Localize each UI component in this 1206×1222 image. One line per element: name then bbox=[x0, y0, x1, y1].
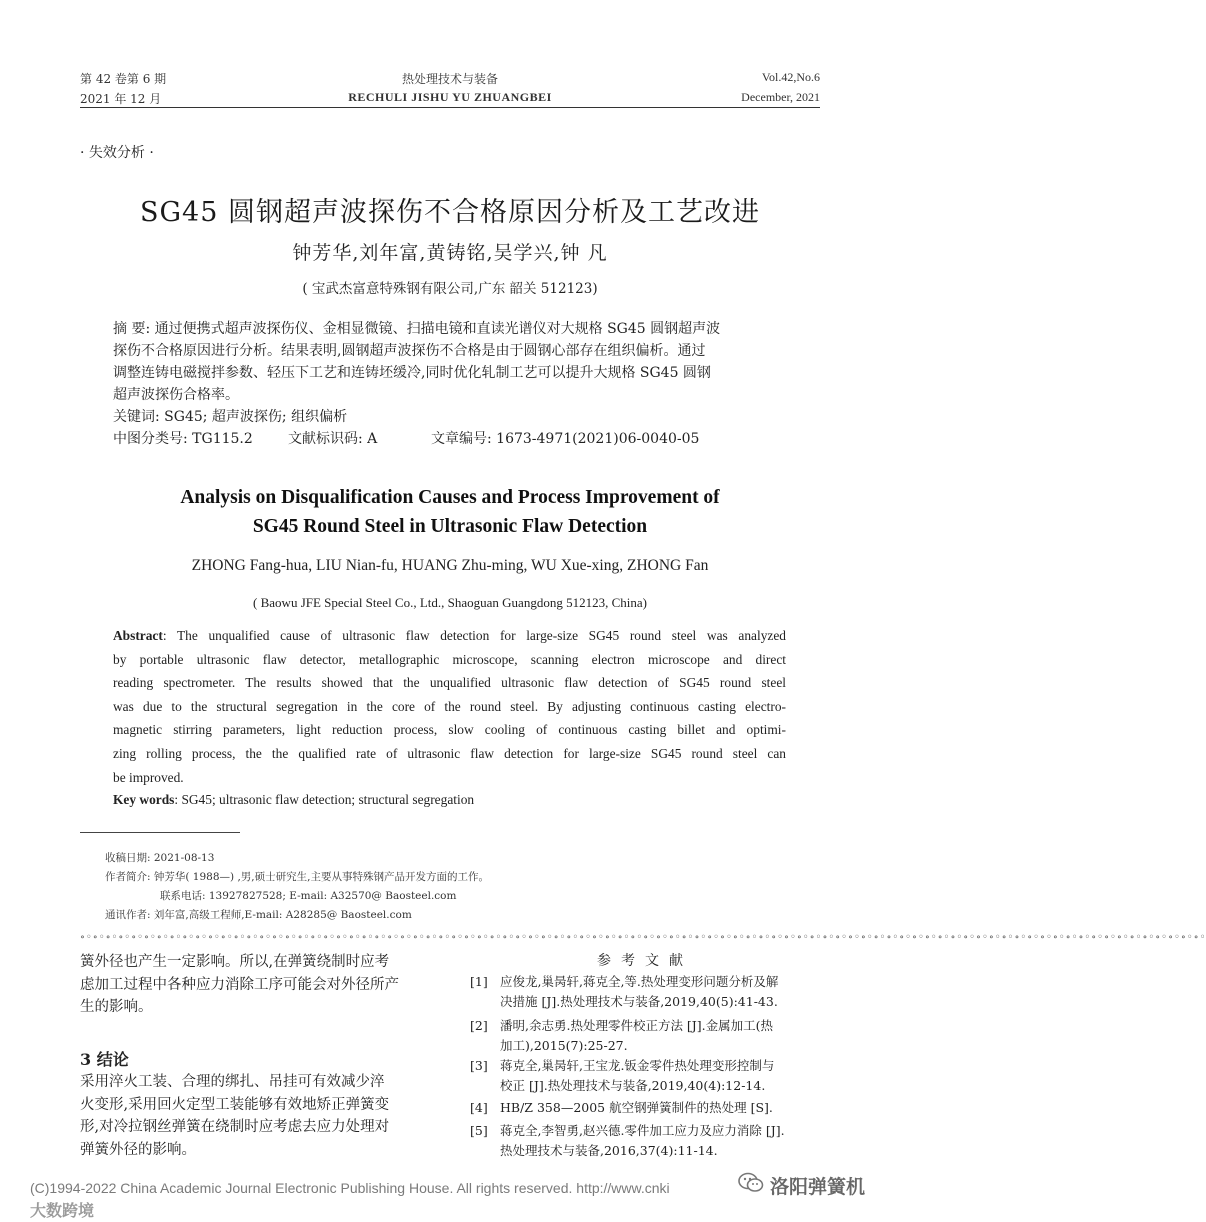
reference-text bbox=[500, 1056, 815, 1096]
reference-number: [1] bbox=[470, 974, 488, 989]
authors-cn: 钟芳华,刘年富,黄铸铭,吴学兴,钟 凡 bbox=[292, 242, 608, 264]
footnote-corresponding: 通讯作者: 刘年富,高级工程师,E-mail: A28285@ Baosteel.com bbox=[105, 909, 412, 921]
reference-line: 加工),2015(7):25-27. bbox=[500, 1038, 628, 1053]
reference-line: 应俊龙,巢昺轩,蒋克全,等.热处理变形问题分析及解 bbox=[500, 974, 779, 989]
abstract-en bbox=[113, 624, 786, 789]
keywords-en bbox=[113, 792, 474, 808]
reference-text bbox=[500, 972, 815, 1012]
brand-watermark-right: 洛阳弹簧机 bbox=[770, 1177, 866, 1198]
clc-number: 中图分类号: TG115.2 bbox=[113, 431, 253, 447]
abstract-cn-line: 摘 要: 通过便携式超声波探伤仪、金相显微镜、扫描电镜和直读光谱仪对大规格 SG45 圆钢超声波 bbox=[113, 321, 721, 337]
section-heading-conclusion: 3 结论 bbox=[80, 1050, 129, 1069]
reference-item bbox=[470, 1016, 820, 1056]
footnote-received: 收稿日期: 2021-08-13 bbox=[105, 852, 215, 864]
reference-item bbox=[470, 1098, 820, 1118]
section-label: · 失效分析 · bbox=[80, 145, 154, 161]
abstract-en-line: zing rolling process, the the qualified rate of ultrasonic flaw detection for large-size SG45 round steel can bbox=[113, 745, 786, 761]
footnote-author-bio: 作者简介: 钟芳华( 1988—) ,男,硕士研究生,主要从事特殊钢产品开发方面的工作。 bbox=[105, 871, 489, 883]
left-column-paragraph bbox=[80, 951, 445, 1019]
header-volume-cn: 第 42 卷第 6 期 bbox=[80, 72, 167, 86]
reference-number: [5] bbox=[470, 1123, 488, 1138]
affiliation-cn: ( 宝武杰富意特殊钢有限公司,广东 韶关 512123) bbox=[302, 281, 598, 297]
body-line: 形,对冷拉钢丝弹簧在绕制时应考虑去应力处理对 bbox=[80, 1119, 390, 1135]
classification-row bbox=[113, 428, 803, 450]
abstract-cn bbox=[113, 318, 803, 450]
header-rule bbox=[80, 107, 820, 108]
body-line: 火变形,采用回火定型工装能够有效地矫正弹簧变 bbox=[80, 1096, 390, 1113]
conclusion-paragraph bbox=[80, 1071, 445, 1161]
keywords-en-label: Key words bbox=[113, 792, 175, 807]
reference-line: 校正 [J].热处理技术与装备,2019,40(4):12-14. bbox=[500, 1078, 766, 1093]
references-title: 参考文献 bbox=[597, 953, 693, 969]
reference-item bbox=[470, 1056, 820, 1096]
abstract-cn-line: 超声波探伤合格率。 bbox=[113, 387, 239, 403]
abstract-en-label: Abstract bbox=[113, 628, 163, 643]
reference-number: [3] bbox=[470, 1058, 488, 1073]
keywords-cn: 关键词: SG45; 超声波探伤; 组织偏析 bbox=[113, 409, 348, 425]
keywords-en-text: : SG45; ultrasonic flaw detection; structural segregation bbox=[174, 792, 475, 807]
header-journal-pinyin: RECHULI JISHU YU ZHUANGBEI bbox=[348, 90, 552, 104]
authors-en: ZHONG Fang-hua, LIU Nian-fu, HUANG Zhu-ming, WU Xue-xing, ZHONG Fan bbox=[191, 557, 709, 574]
reference-line: 热处理技术与装备,2016,37(4):11-14. bbox=[500, 1143, 718, 1158]
abstract-en-line: by portable ultrasonic flaw detector, metallographic microscope, scanning electron microscope and direct bbox=[113, 651, 786, 667]
header-journal-cn: 热处理技术与装备 bbox=[401, 72, 498, 86]
reference-text bbox=[500, 1016, 815, 1056]
header-date-cn: 2021 年 12 月 bbox=[80, 92, 162, 106]
body-line: 生的影响。 bbox=[80, 999, 153, 1015]
abstract-cn-line: 调整连铸电磁搅拌参数、轻压下工艺和连铸坯缓冷,同时优化轧制工艺可以提升大规格 SG45 圆钢 bbox=[113, 365, 711, 381]
wechat-logo-svg bbox=[738, 1172, 764, 1194]
abstract-en-line bbox=[113, 624, 786, 648]
document-code: 文献标识码: A bbox=[288, 431, 378, 447]
header-volume-en: Vol.42,No.6 bbox=[761, 70, 820, 84]
abstract-en-line: reading spectrometer. The results showed that the unqualified ultrasonic flaw detection of SG45 round steel bbox=[113, 675, 786, 691]
reference-line: 蒋克全,李智勇,赵兴德.零件加工应力及应力消除 [J]. bbox=[500, 1123, 785, 1138]
brand-watermark-left: 大数跨境 bbox=[30, 1203, 95, 1220]
footnote-rule bbox=[80, 832, 240, 833]
dotted-divider: ∘◦∘◦∘◦∘◦∘◦∘◦∘◦∘◦∘◦∘◦∘◦∘◦∘◦∘◦∘◦∘◦∘◦∘◦∘◦∘◦∘◦∘◦∘◦∘◦∘◦∘◦∘◦∘◦∘◦∘◦∘◦∘◦∘◦∘◦∘◦∘◦∘◦∘◦∘◦∘◦∘◦∘◦∘◦∘◦∘◦∘◦∘◦∘◦∘◦∘◦∘◦∘◦∘◦∘◦∘◦∘◦∘◦∘◦∘◦∘◦∘◦∘◦∘◦∘◦∘◦∘◦∘◦∘◦∘◦∘◦∘◦∘◦∘◦∘◦∘◦∘◦∘◦∘◦∘◦∘◦∘◦∘◦∘◦∘◦∘◦∘◦∘◦∘◦ bbox=[80, 932, 1206, 943]
reference-item bbox=[470, 972, 820, 1012]
header-date-en: December, 2021 bbox=[741, 90, 820, 104]
reference-text bbox=[500, 1121, 815, 1161]
abstract-en-line: magnetic stirring parameters, light reduction process, slow cooling of continuous casting billet and optimi- bbox=[113, 722, 786, 738]
reference-text bbox=[500, 1098, 815, 1118]
wechat-logo-icon bbox=[738, 1172, 764, 1194]
reference-item bbox=[470, 1121, 820, 1161]
footnote-contact: 联系电话: 13927827528; E-mail: A32570@ Baosteel.com bbox=[160, 890, 457, 902]
abstract-en-line: be improved. bbox=[113, 769, 184, 785]
reference-line: 潘明,余志勇.热处理零件校正方法 [J].金属加工(热 bbox=[500, 1018, 774, 1033]
body-line: 弹簧外径的影响。 bbox=[80, 1141, 196, 1158]
reference-line: 蒋克全,巢昺轩,王宝龙.钣金零件热处理变形控制与 bbox=[500, 1058, 775, 1073]
affiliation-en: ( Baowu JFE Special Steel Co., Ltd., Shaoguan Guangdong 512123, China) bbox=[253, 595, 647, 610]
article-number: 文章编号: 1673-4971(2021)06-0040-05 bbox=[431, 431, 700, 447]
abstract-en-line: was due to the structural segregation in the core of the round steel. By adjusting continuous casting electro- bbox=[113, 698, 786, 714]
body-line: 采用淬火工装、合理的绑扎、吊挂可有效减少淬 bbox=[80, 1074, 385, 1090]
paper-title-en-line1: Analysis on Disqualification Causes and Process Improvement of bbox=[180, 487, 720, 508]
body-line: 簧外径也产生一定影响。所以,在弹簧绕制时应考 bbox=[80, 954, 390, 970]
abstract-cn-line: 探伤不合格原因进行分析。结果表明,圆钢超声波探伤不合格是由于圆钢心部存在组织偏析。通过 bbox=[113, 343, 706, 359]
paper-title-cn: SG45 圆钢超声波探伤不合格原因分析及工艺改进 bbox=[139, 197, 760, 228]
reference-line: 决措施 [J].热处理技术与装备,2019,40(5):41-43. bbox=[500, 994, 778, 1009]
reference-number: [2] bbox=[470, 1018, 488, 1033]
copyright-watermark: (C)1994-2022 China Academic Journal Electronic Publishing House. All rights reserved. http://www.cnki bbox=[30, 1180, 670, 1196]
body-line: 虑加工过程中各种应力消除工序可能会对外径所产 bbox=[80, 976, 399, 993]
paper-title-en-line2: SG45 Round Steel in Ultrasonic Flaw Detection bbox=[252, 516, 648, 537]
reference-line: HB/Z 358—2005 航空钢弹簧制件的热处理 [S]. bbox=[500, 1100, 773, 1115]
abstract-en-text: : The unqualified cause of ultrasonic flaw detection for large-size SG45 round steel was analyzed bbox=[162, 628, 786, 643]
reference-number: [4] bbox=[470, 1100, 488, 1115]
